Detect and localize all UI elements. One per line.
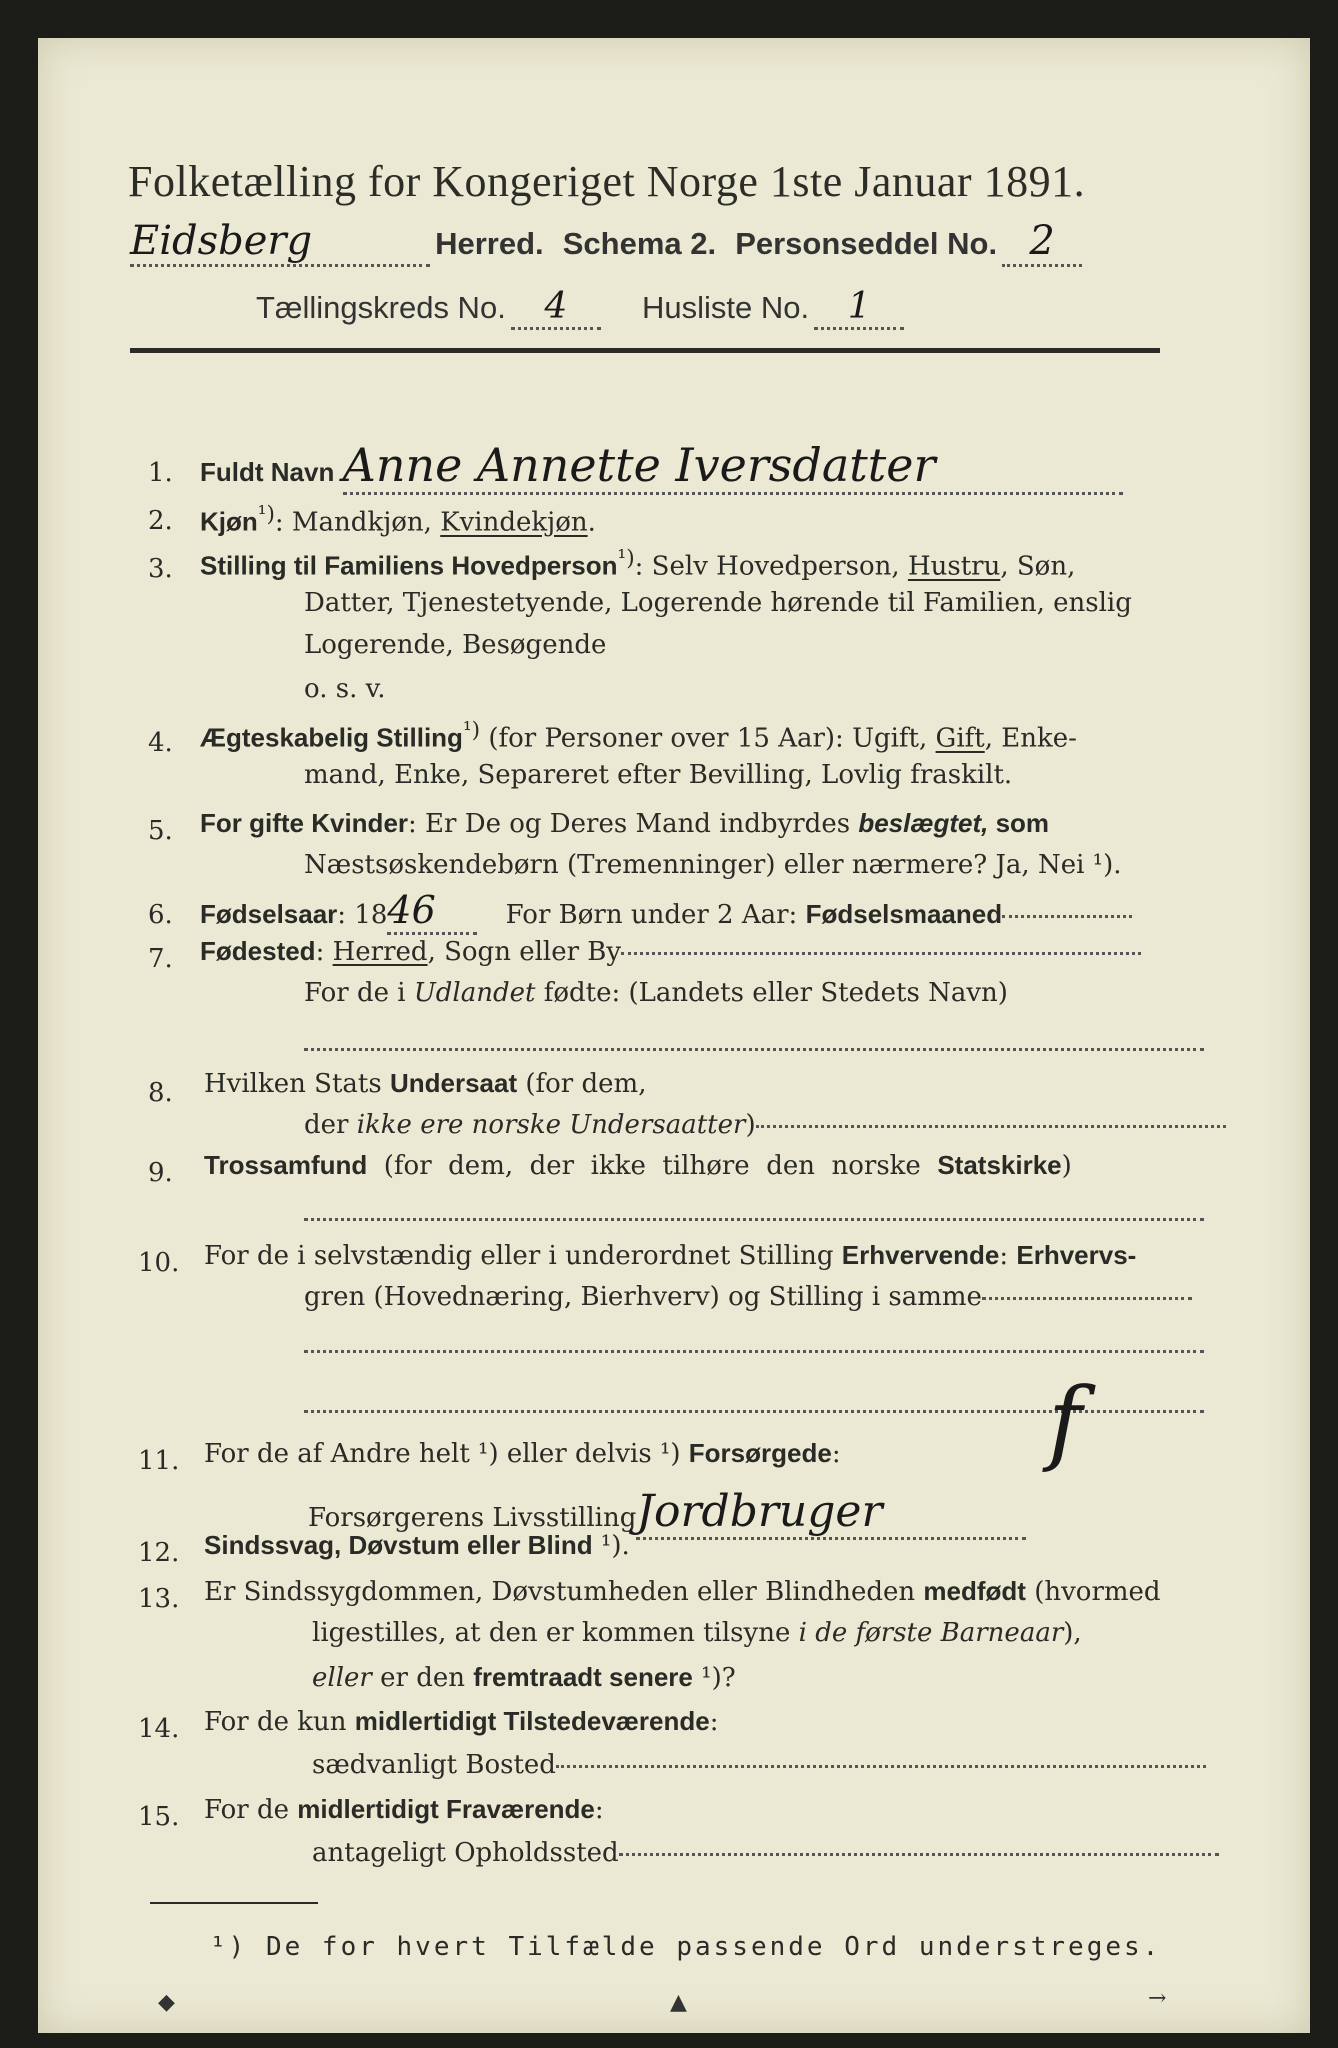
- q2-line: [200, 502, 596, 538]
- q3-end: , Søn,: [1000, 551, 1076, 582]
- schema-label: Schema 2.: [562, 226, 717, 261]
- personseddel-label: Personseddel No.: [735, 226, 998, 261]
- q4-text: (for Personer over 15 Aar): Ugift,: [480, 723, 936, 754]
- q14-line2: [312, 1750, 1206, 1780]
- q8-fill: [756, 1124, 1226, 1128]
- husliste-value: 1: [814, 286, 904, 330]
- q2-text: : Mandkjøn,: [274, 507, 441, 538]
- q14-fill: [556, 1764, 1206, 1768]
- q7-label: Fødested: [200, 936, 316, 966]
- header-divider: [130, 348, 1160, 353]
- q8-line1: [204, 1068, 646, 1099]
- q8-text-a: Hvilken Stats: [204, 1069, 390, 1099]
- q3-line4: o. s. v.: [304, 674, 386, 704]
- q7-line2-italic: Udlandet: [413, 978, 536, 1008]
- q7-number: 7.: [148, 944, 173, 974]
- q2-number: 2.: [148, 506, 173, 536]
- q12-number: 12.: [138, 1538, 180, 1568]
- q6-prefix: : 18: [337, 900, 388, 930]
- q11-number: 11.: [138, 1446, 180, 1476]
- q8-label: Undersaat: [389, 1068, 518, 1098]
- q9-number: 9.: [148, 1158, 173, 1188]
- q14-colon: :: [709, 1707, 719, 1737]
- q1-number: 1.: [148, 458, 173, 488]
- q6-number: 6.: [148, 900, 173, 930]
- q14-text-a: For de kun: [204, 1707, 355, 1737]
- q2-label: Kjøn: [200, 506, 258, 537]
- q4-footnote-ref: ¹): [462, 718, 481, 743]
- q11-line1: [204, 1438, 841, 1469]
- q10-label: Erhvervende: [841, 1240, 1000, 1270]
- q13-line2-b: ),: [1063, 1618, 1082, 1648]
- form-title: Folketælling for Kongeriget Norge 1ste Januar 1891.: [128, 157, 1086, 206]
- q7-line1: [200, 936, 1141, 967]
- q13-line3: [312, 1662, 736, 1693]
- q5-text: : Er De og Deres Mand indbyrdes: [408, 809, 859, 839]
- q13-text-b: (hvormed: [1025, 1577, 1161, 1607]
- q10-line2: [304, 1282, 1192, 1312]
- q5-line2: Næstsøskendebørn (Tremenninger) eller nærmere? Ja, Nei ¹).: [304, 850, 1122, 880]
- q10-number: 10.: [138, 1248, 180, 1278]
- q13-line2: [312, 1618, 1082, 1648]
- q8-text-b: (for dem,: [517, 1069, 647, 1099]
- q7-text: , Sogn eller By: [427, 937, 622, 967]
- q9-text: (for dem, der ikke tilhøre den norske: [367, 1151, 938, 1181]
- q3-number: 3.: [148, 554, 173, 584]
- taellingskreds-label: Tællingskreds No.: [256, 290, 506, 325]
- q7-line2-b: fødte: (Landets eller Stedets Navn): [535, 978, 1008, 1008]
- q15-text-a: For de: [204, 1795, 298, 1825]
- q10-line1: [204, 1240, 1136, 1271]
- q9-label-b: Statskirke: [937, 1150, 1062, 1180]
- q13-line3-a: er den: [371, 1663, 474, 1693]
- q9-label: Trossamfund: [204, 1150, 368, 1180]
- husliste-label: Husliste No.: [642, 290, 810, 325]
- q7-selected-option: Herred: [332, 937, 428, 967]
- q13-line3-b: ¹)?: [692, 1663, 736, 1693]
- q9-answer-line: [304, 1218, 1204, 1221]
- q7-colon: :: [315, 937, 333, 967]
- q3-label: Stilling til Familiens Hovedperson: [200, 550, 618, 581]
- q15-colon: :: [594, 1795, 604, 1825]
- q12-line: [204, 1530, 630, 1561]
- q4-label: Ægteskabelig Stilling: [200, 722, 463, 753]
- q9-line: [204, 1150, 1072, 1181]
- q14-number: 14.: [138, 1714, 180, 1744]
- q15-number: 15.: [138, 1802, 180, 1832]
- q12-label: Sindssvag, Døvstum eller Blind: [204, 1530, 593, 1560]
- q13-line3-italic: eller: [312, 1663, 372, 1693]
- q10-text-a: For de i selvstændig eller i underordnet Stilling: [204, 1241, 842, 1271]
- q13-line3-label: fremtraadt senere: [473, 1662, 693, 1692]
- q3-footnote-ref: ¹): [617, 546, 635, 571]
- footnote: ¹) De for hvert Tilfælde passende Ord understreges.: [210, 1932, 1162, 1962]
- q15-fill: [619, 1852, 1219, 1856]
- q3-line2: Datter, Tjenestetyende, Logerende hørende til Familien, enslig: [304, 588, 1132, 618]
- q8-line2-a: der: [304, 1110, 357, 1140]
- q1-label: Fuldt Navn: [200, 457, 335, 487]
- q10-line2-text: gren (Hovednæring, Bierhverv) og Stilling i samme: [304, 1282, 982, 1312]
- q2-end: .: [587, 507, 596, 538]
- q2-selected-option: Kvindekjøn: [440, 507, 588, 538]
- q15-line1: [204, 1794, 604, 1825]
- q3-text: : Selv Hovedperson,: [634, 551, 908, 582]
- q15-label: midlertidigt Fraværende: [297, 1794, 595, 1824]
- q13-number: 13.: [138, 1584, 180, 1614]
- q14-line2-text: sædvanligt Bosted: [312, 1750, 556, 1780]
- q3-selected-option: Hustru: [907, 551, 1001, 582]
- q5-italic: beslægtet,: [858, 808, 989, 838]
- q11-line2-text: Forsørgerens Livsstilling: [308, 1503, 637, 1533]
- q5-label: gifte Kvinder: [249, 808, 409, 838]
- q7-fill: [621, 951, 1141, 955]
- q4-number: 4.: [148, 728, 173, 758]
- q4-line2: mand, Enke, Separeret efter Bevilling, Lovlig fraskilt.: [304, 760, 1013, 790]
- q6-fill: [1002, 914, 1132, 918]
- q10-label-b: Erhvervs-: [1016, 1240, 1137, 1270]
- taellingskreds-line: [256, 286, 904, 330]
- footnote-divider: [150, 1902, 318, 1904]
- q6-label: Fødselsaar: [200, 899, 338, 929]
- q8-number: 8.: [148, 1078, 173, 1108]
- q11-provider-occupation-value: Jordbruger: [636, 1486, 1026, 1540]
- q4-line1: [200, 718, 1077, 754]
- q1-line: [200, 438, 1123, 495]
- census-form-sheet: [38, 38, 1310, 2033]
- personseddel-value: 2: [1002, 218, 1082, 267]
- corner-mark-center: ▲: [670, 1990, 687, 2015]
- q3-line3: Logerende, Besøgende: [304, 630, 607, 660]
- q10-colon: :: [999, 1241, 1017, 1271]
- q13-line1: [204, 1576, 1161, 1607]
- corner-mark-left: ◆: [158, 1990, 175, 2015]
- q7-line2-a: For de i: [304, 978, 414, 1008]
- q7-line2: [304, 978, 1008, 1008]
- q7-answer-line: [304, 1048, 1204, 1051]
- q14-label: midlertidigt Tilstedeværende: [354, 1706, 710, 1736]
- q5-line1: [200, 808, 1049, 839]
- q5-label-a: For: [200, 808, 250, 838]
- q14-line1: [204, 1706, 718, 1737]
- q10-answer-line-1: [304, 1350, 1204, 1353]
- q11-colon: :: [831, 1439, 841, 1469]
- q13-line2-a: ligestilles, at den er kommen tilsyne: [312, 1618, 799, 1648]
- q9-end: ): [1061, 1151, 1072, 1181]
- q8-line2-b: ): [745, 1110, 756, 1140]
- q13-text-a: Er Sindssygdommen, Døvstumheden eller Blindheden: [204, 1577, 924, 1607]
- q4-selected-option: Gift: [935, 723, 985, 754]
- q11-text-a: For de af Andre helt ¹) eller delvis ¹): [204, 1439, 689, 1469]
- q3-line1: [200, 546, 1075, 582]
- herred-line: [130, 218, 1082, 267]
- herred-value: Eidsberg: [130, 218, 430, 267]
- q15-line2-text: antageligt Opholdssted: [312, 1838, 619, 1868]
- q2-footnote-ref: ¹): [257, 502, 275, 527]
- q11-handwritten-mark: f: [1048, 1368, 1083, 1475]
- q15-line2: [312, 1838, 1219, 1868]
- q6-label-b: Fødselsmaaned: [805, 899, 1003, 929]
- q6-year-value: 46: [387, 888, 477, 935]
- q6-text: For Børn under 2 Aar:: [505, 900, 806, 930]
- q8-line2: [304, 1110, 1226, 1140]
- q13-line2-italic: i de første Barneaar: [798, 1618, 1064, 1648]
- herred-label: Herred.: [435, 226, 544, 261]
- q8-line2-italic: ikke ere norske Undersaatter: [356, 1110, 746, 1140]
- q1-name-value: Anne Annette Iversdatter: [343, 438, 1123, 495]
- q13-label: medfødt: [923, 1576, 1026, 1606]
- q10-fill: [982, 1296, 1192, 1300]
- q12-end: ¹).: [592, 1531, 630, 1561]
- q4-end: , Enke-: [984, 723, 1077, 754]
- q11-label: Forsørgede: [688, 1438, 832, 1468]
- corner-mark-right: →: [1148, 1986, 1167, 2011]
- q5-number: 5.: [148, 816, 173, 846]
- q6-line: [200, 888, 1132, 935]
- taellingskreds-value: 4: [511, 286, 601, 330]
- q5-end: som: [988, 808, 1050, 838]
